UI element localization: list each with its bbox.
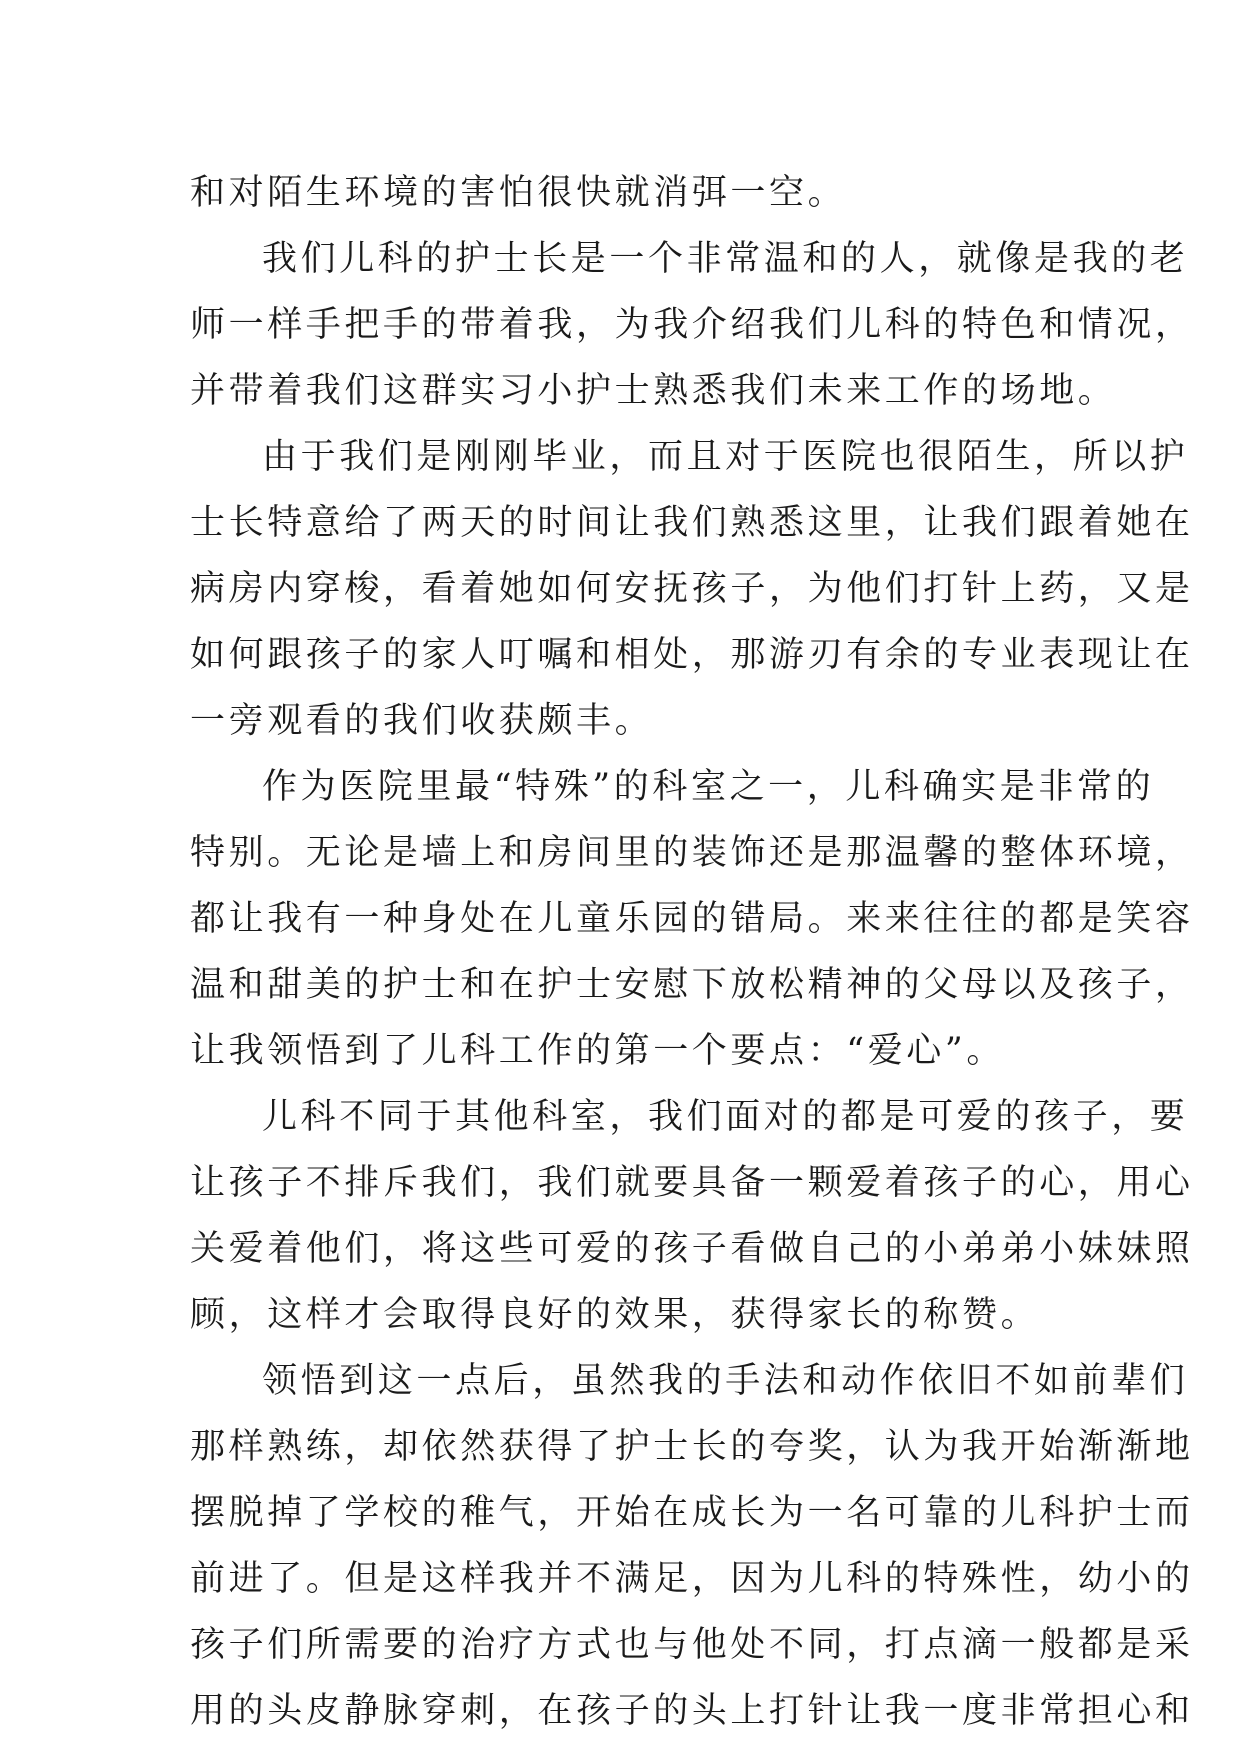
text-line: 前进了。但是这样我并不满足，因为儿科的特殊性，幼小的 [190,1559,1194,1599]
paragraph-2 [190,226,1194,424]
text-line: 病房内穿梭，看着她如何安抚孩子，为他们打针上药，又是 [190,569,1194,609]
text-line: 特别。无论是墙上和房间里的装饰还是那温馨的整体环境， [190,833,1194,873]
text-line: 和对陌生环境的害怕很快就消弭一空。 [190,173,847,213]
text-line: 让我领悟到了儿科工作的第一个要点：“爱心”。 [190,1031,1005,1071]
text-line: 让孩子不排斥我们，我们就要具备一颗爱着孩子的心，用心 [190,1163,1194,1203]
text-line: 士长特意给了两天的时间让我们熟悉这里，让我们跟着她在 [190,503,1194,543]
paragraph-5 [190,1084,1194,1348]
text-line: 顾，这样才会取得良好的效果，获得家长的称赞。 [190,1295,1040,1335]
text-line: 作为医院里最“特殊”的科室之一，儿科确实是非常的 [262,767,1155,807]
text-line: 用的头皮静脉穿刺，在孩子的头上打针让我一度非常担心和 [190,1691,1194,1731]
text-line: 摆脱掉了学校的稚气，开始在成长为一名可靠的儿科护士而 [190,1493,1194,1533]
paragraph-4 [190,754,1194,1084]
paragraph-1 [190,160,1070,226]
paragraph-6 [190,1348,1194,1744]
text-line: 我们儿科的护士长是一个非常温和的人，就像是我的老 [262,239,1189,279]
text-line: 关爱着他们，将这些可爱的孩子看做自己的小弟弟小妹妹照 [190,1229,1194,1269]
text-line: 并带着我们这群实习小护士熟悉我们未来工作的场地。 [190,371,1117,411]
paragraph-3 [190,424,1194,754]
text-line: 由于我们是刚刚毕业，而且对于医院也很陌生，所以护 [262,437,1189,477]
text-line: 儿科不同于其他科室，我们面对的都是可爱的孩子，要 [262,1097,1189,1137]
text-line: 师一样手把手的带着我，为我介绍我们儿科的特色和情况， [190,305,1194,345]
text-line: 一旁观看的我们收获颇丰。 [190,701,654,741]
text-line: 都让我有一种身处在儿童乐园的错局。来来往往的都是笑容 [190,899,1194,939]
text-line: 孩子们所需要的治疗方式也与他处不同，打点滴一般都是采 [190,1625,1194,1665]
body-text [190,160,1194,1744]
text-line: 如何跟孩子的家人叮嘱和相处，那游刃有余的专业表现让在 [190,635,1194,675]
text-line: 领悟到这一点后，虽然我的手法和动作依旧不如前辈们 [262,1361,1189,1401]
text-line: 温和甜美的护士和在护士安慰下放松精神的父母以及孩子， [190,965,1194,1005]
text-line: 那样熟练，却依然获得了护士长的夸奖，认为我开始渐渐地 [190,1427,1194,1467]
